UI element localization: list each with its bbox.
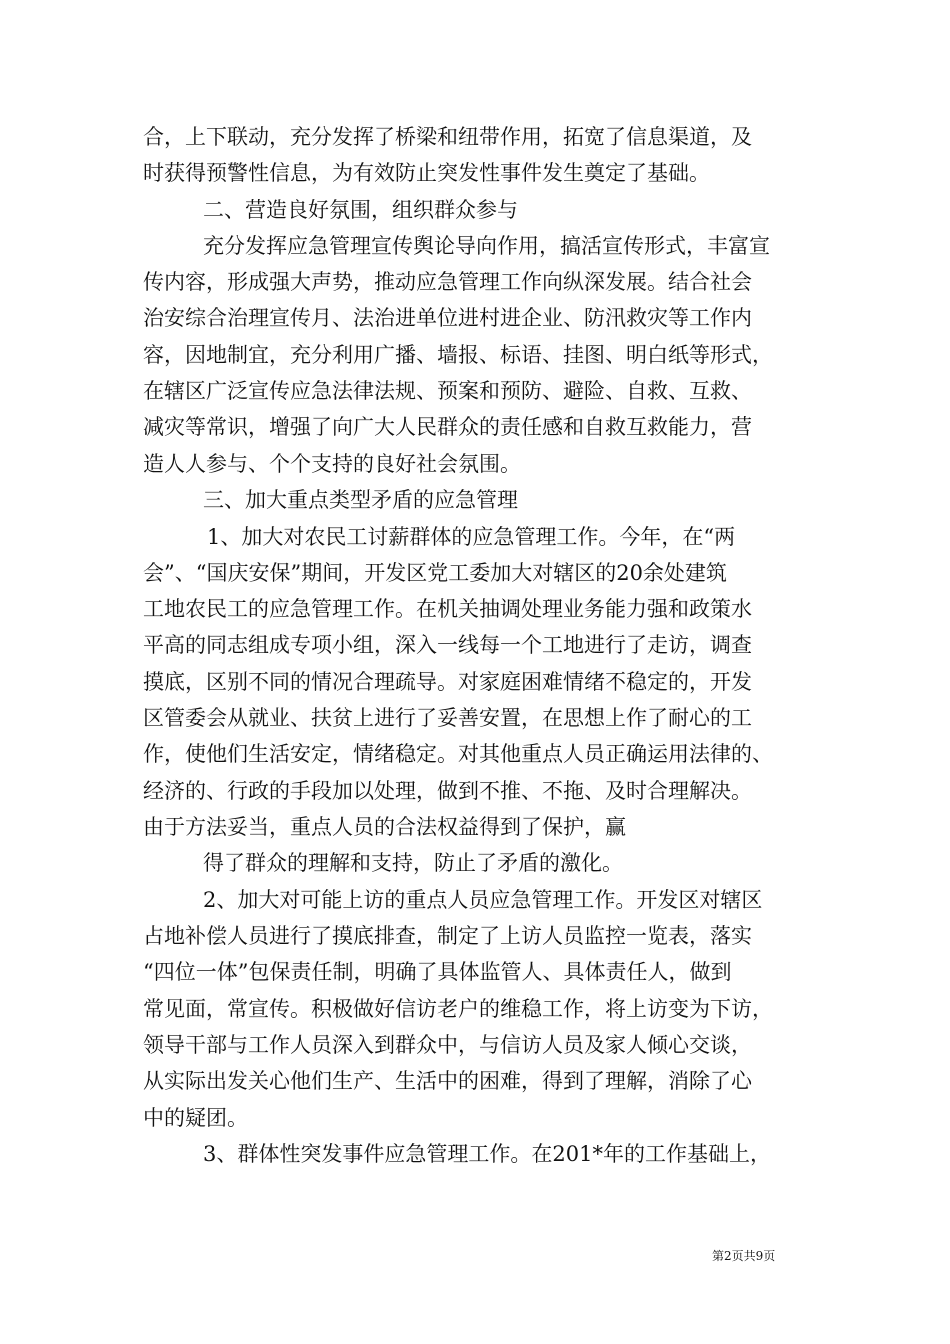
section-heading: 二、营造良好氛围，组织群众参与 xyxy=(203,198,518,222)
text-line: 作，使他们生活安定，情绪稳定。对其他重点人员正确运用法律的、 xyxy=(143,742,773,766)
text-line: 经济的、行政的手段加以处理，做到不推、不拖、及时合理解决。 xyxy=(143,779,752,803)
text-line: 减灾等常识，增强了向广大人民群众的责任感和自救互救能力，营 xyxy=(143,415,752,439)
text-line: 常见面，常宣传。积极做好信访老户的维稳工作，将上访变为下访， xyxy=(143,997,773,1021)
text-line: 领导干部与工作人员深入到群众中，与信访人员及家人倾心交谈， xyxy=(143,1033,752,1057)
text-line: 由于方法妥当，重点人员的合法权益得到了保护，赢 xyxy=(143,815,626,839)
text-line: 区管委会从就业、扶贫上进行了妥善安置，在思想上作了耐心的工 xyxy=(143,706,752,730)
text-line: 时获得预警性信息，为有效防止突发性事件发生奠定了基础。 xyxy=(143,161,710,185)
text-line: 传内容，形成强大声势，推动应急管理工作向纵深发展。结合社会 xyxy=(143,270,752,294)
text-line: 合，上下联动，充分发挥了桥梁和纽带作用，拓宽了信息渠道，及 xyxy=(143,125,752,149)
text-line: 从实际出发关心他们生产、生活中的困难，得到了理解，消除了心 xyxy=(143,1069,752,1093)
text-line: 2、加大对可能上访的重点人员应急管理工作。开发区对辖区 xyxy=(203,888,763,912)
text-line: 在辖区广泛宣传应急法律法规、预案和预防、避险、自救、互救、 xyxy=(143,379,752,403)
text-line: 中的疑团。 xyxy=(143,1106,248,1130)
text-line: 治安综合治理宣传月、法治进单位进村进企业、防汛救灾等工作内 xyxy=(143,306,752,330)
text-line: 会”、“国庆安保”期间，开发区党工委加大对辖区的20余处建筑 xyxy=(143,561,727,585)
text-line: 1、加大对农民工讨薪群体的应急管理工作。今年，在“两 xyxy=(207,525,736,549)
text-line: 容，因地制宜，充分利用广播、墙报、标语、挂图、明白纸等形式， xyxy=(143,343,773,367)
text-line: 得了群众的理解和支持，防止了矛盾的激化。 xyxy=(203,851,623,875)
text-line: “四位一体”包保责任制，明确了具体监管人、具体责任人，做到 xyxy=(143,960,732,984)
text-line: 3、群体性突发事件应急管理工作。在201*年的工作基础上， xyxy=(203,1142,771,1166)
page-number-footer: 第2页共9页 xyxy=(712,1249,776,1263)
text-line: 造人人参与、个个支持的良好社会氛围。 xyxy=(143,452,521,476)
text-line: 充分发挥应急管理宣传舆论导向作用，搞活宣传形式，丰富宣 xyxy=(203,234,770,258)
text-line: 工地农民工的应急管理工作。在机关抽调处理业务能力强和政策水 xyxy=(143,597,752,621)
section-heading: 三、加大重点类型矛盾的应急管理 xyxy=(203,488,518,512)
text-line: 占地补偿人员进行了摸底排查，制定了上访人员监控一览表，落实 xyxy=(143,924,752,948)
text-line: 平高的同志组成专项小组，深入一线每一个工地进行了走访，调查 xyxy=(143,633,752,657)
text-line: 摸底，区别不同的情况合理疏导。对家庭困难情绪不稳定的，开发 xyxy=(143,670,752,694)
